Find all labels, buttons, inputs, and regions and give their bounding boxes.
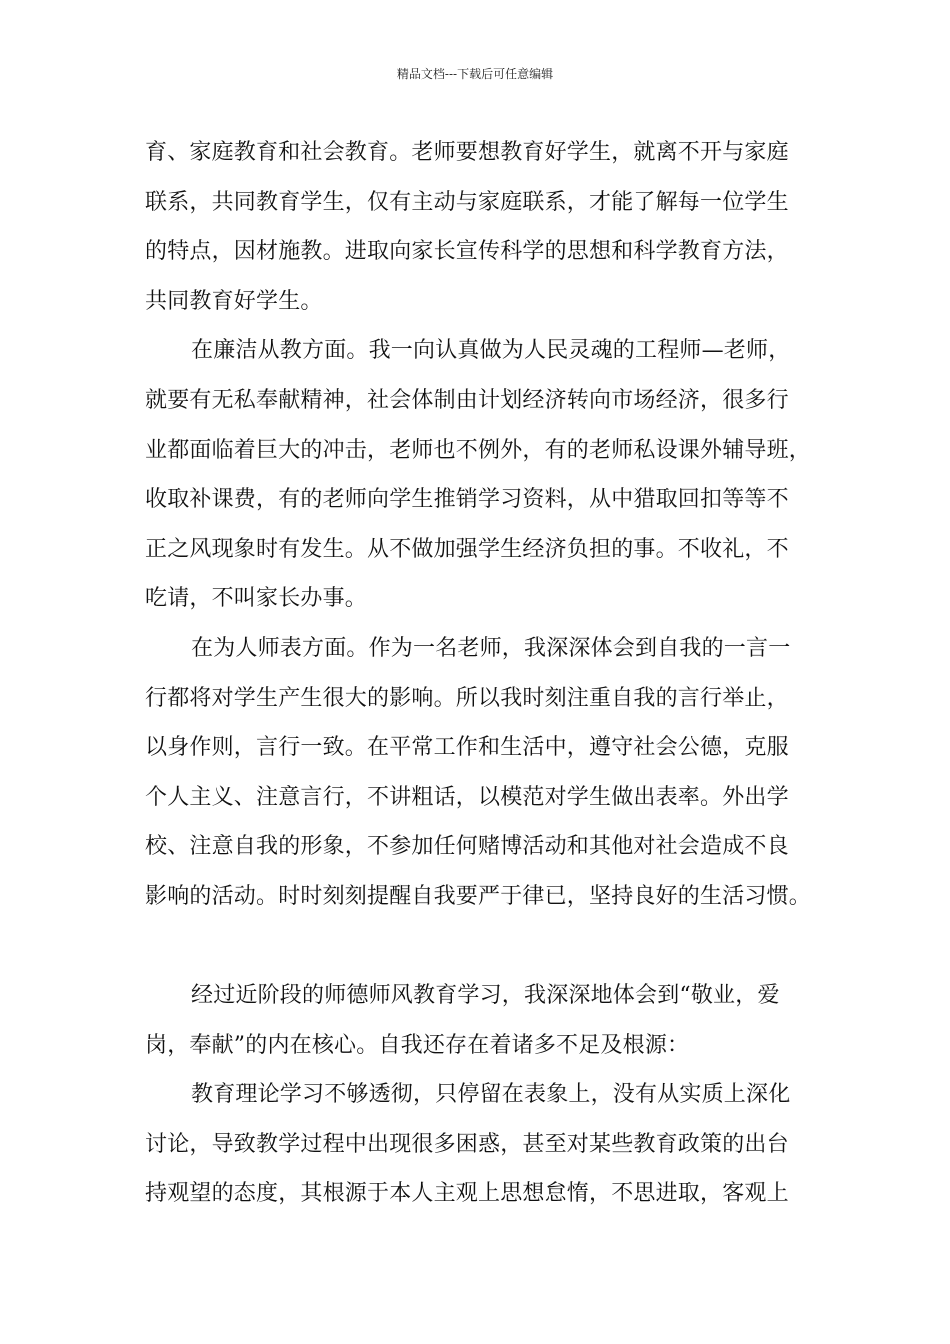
text-line: 联系，共同教育学生，仅有主动与家庭联系，才能了解每一位学生 bbox=[145, 189, 789, 215]
paragraph bbox=[145, 971, 825, 1070]
text-line: 讨论，导致教学过程中出现很多困惑，甚至对某些教育政策的出台 bbox=[145, 1131, 789, 1157]
text-line: 吃请，不叫家长办事。 bbox=[145, 586, 368, 612]
text-line: 收取补课费，有的老师向学生推销学习资料，从中猎取回扣等等不 bbox=[145, 487, 789, 513]
text-line: 岗，奉献”的内在核心。自我还存在着诸多不足及根源： bbox=[145, 1032, 690, 1058]
text-line: 正之风现象时有发生。从不做加强学生经济负担的事。不收礼，不 bbox=[145, 536, 789, 562]
text-line: 在为人师表方面。作为一名老师，我深深体会到自我的一言一 bbox=[191, 635, 791, 661]
text-line: 教育理论学习不够透彻，只停留在表象上，没有从实质上深化 bbox=[191, 1082, 791, 1108]
text-line: 校、注意自我的形象，不参加任何赌博活动和其他对社会造成不良 bbox=[145, 834, 789, 860]
text-line: 以身作则，言行一致。在平常工作和生活中，遵守社会公德，克服 bbox=[145, 735, 789, 761]
text-line: 行都将对学生产生很大的影响。所以我时刻注重自我的言行举止， bbox=[145, 685, 789, 711]
text-line: 共同教育好学生。 bbox=[145, 288, 323, 314]
text-line: 的特点，因材施教。进取向家长宣传科学的思想和科学教育方法， bbox=[145, 239, 789, 265]
page-header: 精品文档---下载后可任意编辑 bbox=[396, 67, 554, 81]
text-line: 影响的活动。时时刻刻提醒自我要严于律已，坚持良好的生活习惯。 bbox=[145, 883, 812, 909]
paragraph-spacer bbox=[145, 922, 825, 972]
text-line: 经过近阶段的师德师风教育学习，我深深地体会到“敬业，爱 bbox=[191, 983, 780, 1009]
text-line: 在廉洁从教方面。我一向认真做为人民灵魂的工程师—老师， bbox=[191, 338, 791, 364]
text-line: 业都面临着巨大的冲击，老师也不例外，有的老师私设课外辅导班， bbox=[145, 437, 812, 463]
text-line: 就要有无私奉献精神，社会体制由计划经济转向市场经济，很多行 bbox=[145, 387, 789, 413]
text-line: 持观望的态度，其根源于本人主观上思想怠惰，不思进取，客观上 bbox=[145, 1181, 789, 1207]
text-line: 育、家庭教育和社会教育。老师要想教育好学生，就离不开与家庭 bbox=[145, 140, 789, 165]
document-body bbox=[145, 128, 825, 1219]
paragraph bbox=[145, 326, 825, 624]
text-line: 个人主义、注意言行，不讲粗话，以模范对学生做出表率。外出学 bbox=[145, 784, 789, 810]
paragraph bbox=[145, 128, 825, 326]
paragraph bbox=[145, 624, 825, 922]
paragraph bbox=[145, 1070, 825, 1219]
